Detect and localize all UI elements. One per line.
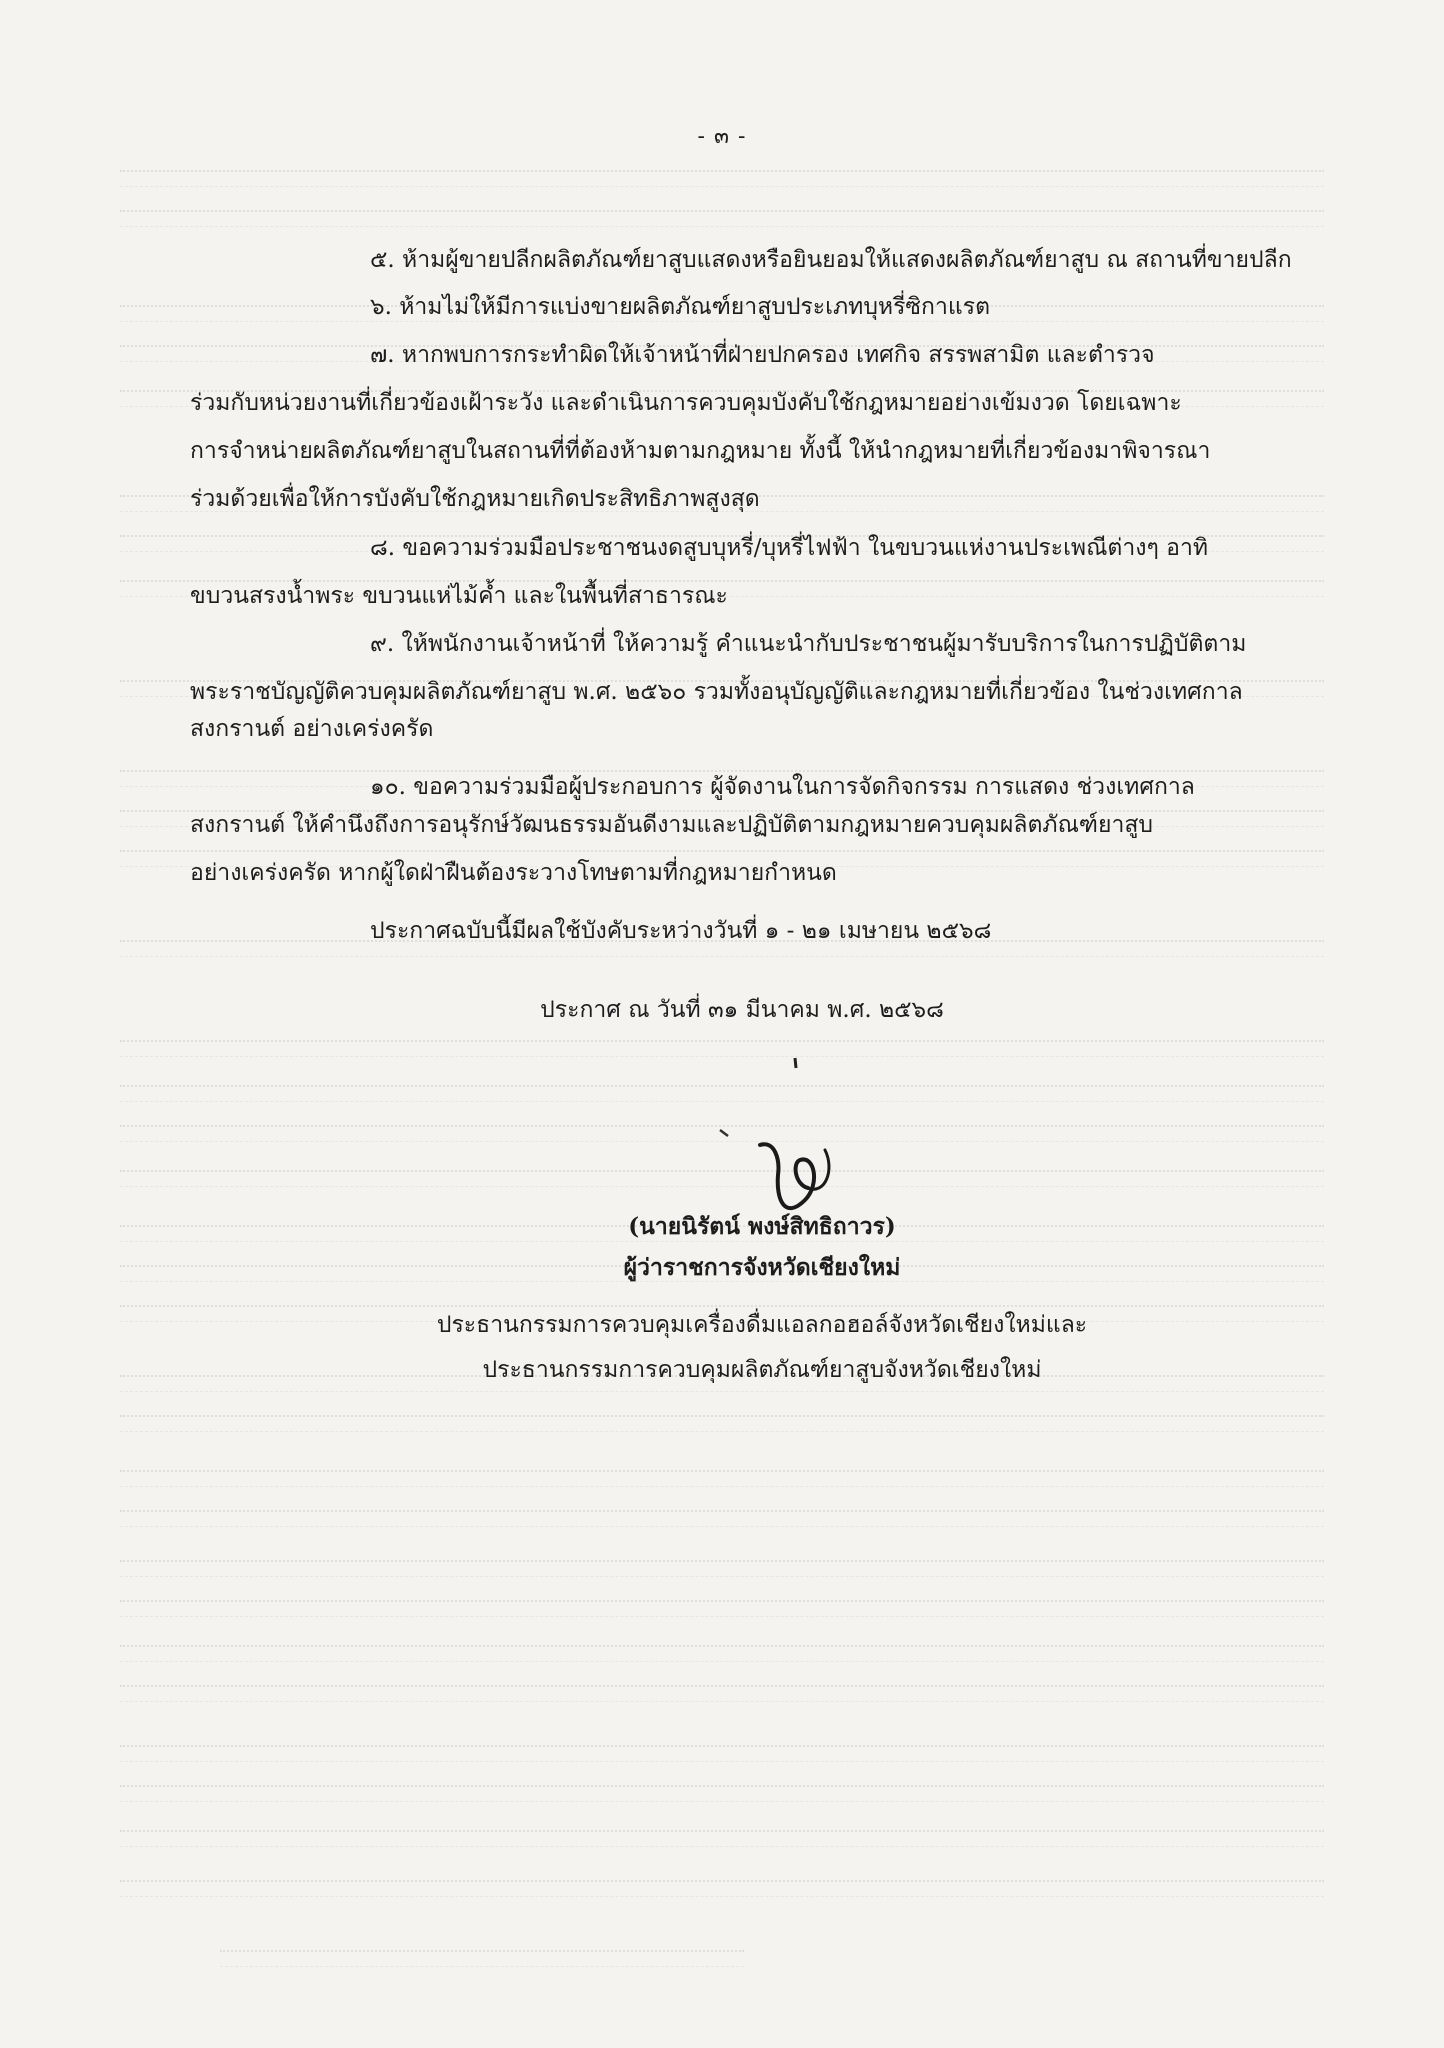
- signer-name: (นายนิรัตน์ พงษ์สิทธิถาวร): [628, 1213, 896, 1240]
- bleed-through-line: [120, 1785, 1324, 1802]
- item-9-line: ๙. ให้พนักงานเจ้าหน้าที่ ให้ความรู้ คำแนะนำกับประชาชนผู้มารับบริการในการปฏิบัติตาม: [370, 631, 1247, 657]
- item-7-continuation: การจำหน่ายผลิตภัณฑ์ยาสูบในสถานที่ที่ต้องห้ามตามกฎหมาย ทั้งนี้ ให้นำกฎหมายที่เกี่ยวข้องมาพิจารณา: [190, 438, 1211, 464]
- bleed-through-line: [220, 1950, 744, 1967]
- signer-position: ผู้ว่าราชการจังหวัดเชียงใหม่: [623, 1254, 901, 1281]
- bleed-through-line: [120, 1685, 1324, 1702]
- item-7-continuation: ร่วมด้วยเพื่อให้การบังคับใช้กฎหมายเกิดประสิทธิภาพสูงสุด: [190, 486, 760, 512]
- bleed-through-line: [120, 1415, 1324, 1432]
- bleed-through-line: [120, 210, 1324, 227]
- item-10-continuation: สงกรานต์ ให้คำนึงถึงการอนุรักษ์วัฒนธรรมอันดีงามและปฏิบัติตามกฎหมายควบคุมผลิตภัณฑ์ยาสูบ: [190, 812, 1154, 838]
- bleed-through-line: [120, 1830, 1324, 1847]
- signer-role: ประธานกรรมการควบคุมผลิตภัณฑ์ยาสูบจังหวัดเชียงใหม่: [482, 1357, 1042, 1383]
- effective-period: ประกาศฉบับนี้มีผลใช้บังคับระหว่างวันที่ ๑ - ๒๑ เมษายน ๒๕๖๘: [370, 918, 992, 944]
- signer-role: ประธานกรรมการควบคุมเครื่องดื่มแอลกอฮอล์จังหวัดเชียงใหม่และ: [436, 1312, 1088, 1338]
- bleed-through-line: [120, 1600, 1324, 1617]
- bleed-through-line: [120, 1470, 1324, 1487]
- page-number: - ๓ -: [697, 124, 747, 149]
- bleed-through-line: [120, 1880, 1324, 1897]
- bleed-through-line: [120, 1560, 1324, 1577]
- item-10-line: ๑๐. ขอความร่วมมือผู้ประกอบการ ผู้จัดงานในการจัดกิจกรรม การแสดง ช่วงเทศกาล: [370, 774, 1195, 800]
- item-9-continuation: สงกรานต์ อย่างเคร่งครัด: [190, 716, 434, 742]
- bleed-through-line: [120, 1745, 1324, 1762]
- item-5-line: ๕. ห้ามผู้ขายปลีกผลิตภัณฑ์ยาสูบแสดงหรือยินยอมให้แสดงผลิตภัณฑ์ยาสูบ ณ สถานที่ขายปลีก: [370, 247, 1292, 273]
- announcement-date: ประกาศ ณ วันที่ ๓๑ มีนาคม พ.ศ. ๒๕๖๘: [540, 997, 944, 1023]
- item-7-line: ๗. หากพบการกระทำผิดให้เจ้าหน้าที่ฝ่ายปกครอง เทศกิจ สรรพสามิต และตำรวจ: [370, 342, 1155, 368]
- item-9-continuation: พระราชบัญญัติควบคุมผลิตภัณฑ์ยาสูบ พ.ศ. ๒๕๖๐ รวมทั้งอนุบัญญัติและกฎหมายที่เกี่ยวข้อง ในช่วงเทศกาล: [190, 679, 1243, 705]
- bleed-through-line: [120, 170, 1324, 187]
- item-7-continuation: ร่วมกับหน่วยงานที่เกี่ยวข้องเฝ้าระวัง และดำเนินการควบคุมบังคับใช้กฎหมายอย่างเข้มงวด โดยเฉพาะ: [190, 390, 1182, 416]
- item-6-line: ๖. ห้ามไม่ให้มีการแบ่งขายผลิตภัณฑ์ยาสูบประเภทบุหรี่ซิกาแรต: [370, 294, 991, 320]
- item-8-continuation: ขบวนสรงน้ำพระ ขบวนแห่ไม้ค้ำ และในพื้นที่สาธารณะ: [190, 583, 728, 609]
- bleed-through-line: [120, 1510, 1324, 1527]
- bleed-through-line: [120, 1645, 1324, 1662]
- item-10-continuation: อย่างเคร่งครัด หากผู้ใดฝ่าฝืนต้องระวางโทษตามที่กฎหมายกำหนด: [190, 860, 837, 886]
- item-8-line: ๘. ขอความร่วมมือประชาชนงดสูบบุหรี่/บุหรี่ไฟฟ้า ในขบวนแห่งานประเพณีต่างๆ อาทิ: [370, 535, 1209, 561]
